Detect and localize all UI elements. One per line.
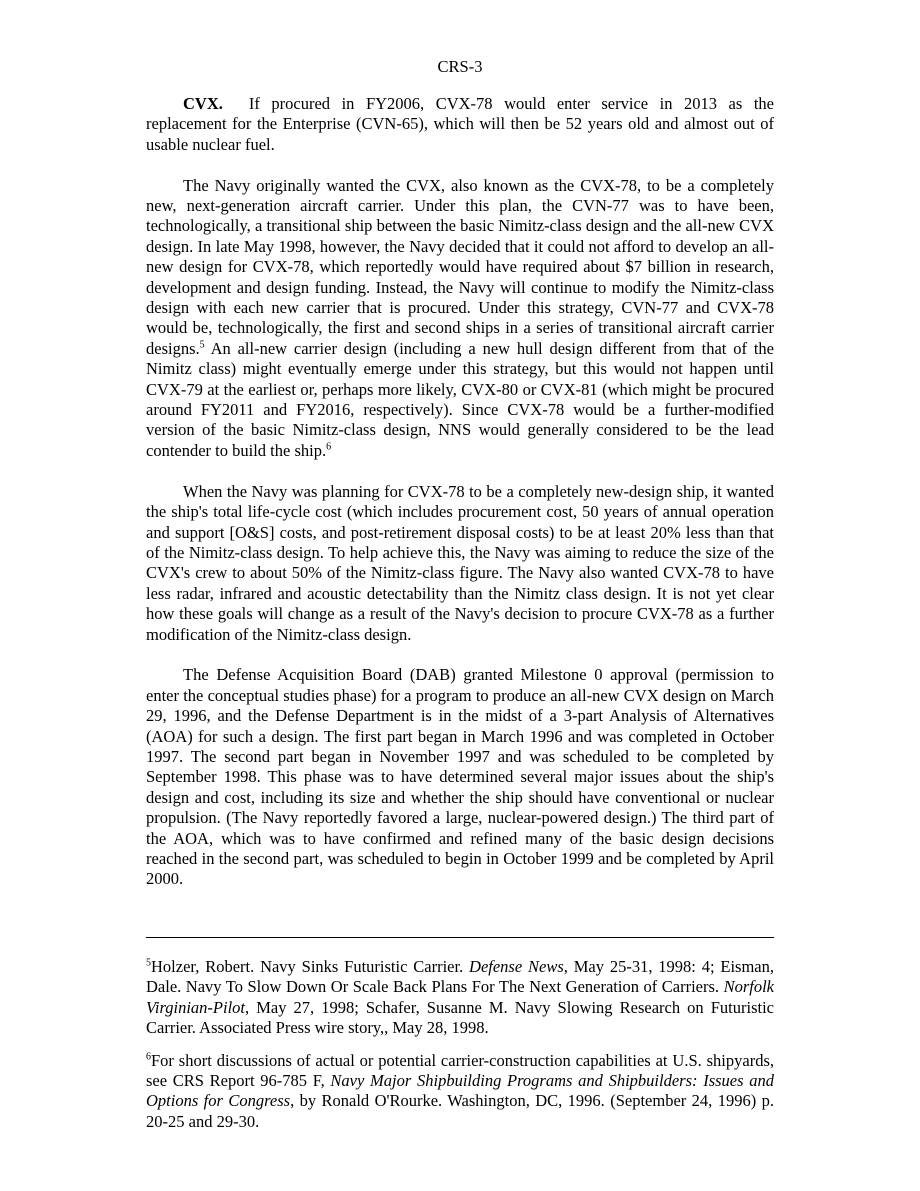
footnote-text: , May 27, 1998; Schafer, Susanne M. Navy Slowing Research on Futuristic Carrier. Associated Press wire story,, May 28, 1998. (146, 997, 774, 1038)
paragraph-life-cycle-cost (146, 482, 774, 645)
paragraph-text: If procured in FY2006, CVX-78 would enter service in 2013 as the replacement for the Enterprise (CVN-65), which will then be 52 years old and almost out of usable nuclear fuel. (146, 94, 774, 154)
footnote-divider (146, 937, 774, 938)
footnote-mark: 5 (146, 957, 151, 969)
footnote-text: , by Ronald O'Rourke. Washington, DC, 1996. (September 24, 1996) p. 20-25 and 29-30. (146, 1091, 774, 1131)
paragraph-text: When the Navy was planning for CVX-78 to be a completely new-design ship, it wanted the ship's total life-cycle cost (which includes procurement cost, 50 years of annual operation and support [O&S] costs, and post-retirement disposal costs) to be at least 20% less than that of the Nimitz-class design. To help achieve this, the Navy was aiming to reduce the size of the CVX's crew to about 50% of the Nimitz-class figure. The Navy also wanted CVX-78 to have less radar, infrared and acoustic detectability than the Nimitz class design. It is not yet clear how these goals will change as a result of the Navy's decision to procure CVX-78 as a further modification of the Nimitz-class design. (146, 481, 774, 644)
footnote-reference-6[interactable]: 6 (326, 441, 332, 453)
footnote-mark: 6 (146, 1051, 151, 1063)
footnote-text: , May 25-31, 1998: 4; Eisman, Dale. Navy To Slow Down Or Scale Back Plans For The Next Generation of Carriers. (146, 957, 774, 997)
paragraph-cvx-intro (146, 94, 774, 155)
footnote-text: For short discussions of actual or potential carrier-construction capabilities at U.S. shipyards, see CRS Report 96-785 F, (146, 1050, 774, 1091)
paragraph-dab-milestone (146, 665, 774, 889)
paragraph-navy-plan (146, 176, 774, 462)
publication-title: Norfolk Virginian-Pilot (146, 977, 774, 1017)
footnote-reference-5[interactable]: 5 (199, 339, 205, 351)
publication-title: Defense News (469, 957, 564, 976)
paragraph-text: An all-new carrier design (including a new hull design different from that of the Nimitz class) might eventually emerge under this strategy, but this would not happen until CVX-79 at the earliest or, perhaps more likely, CVX-80 or CVX-81 (which might be procured around FY2011 and FY2016, respectively). Since CVX-78 would be a further-modified version of the basic Nimitz-class design, NNS would generally considered to be the lead contender to build the ship. (146, 338, 774, 460)
footnote-6 (146, 1051, 774, 1133)
footnote-text: Holzer, Robert. Navy Sinks Futuristic Carrier. (151, 957, 470, 976)
paragraph-text: The Navy originally wanted the CVX, also known as the CVX-78, to be a completely new, next-generation aircraft carrier. Under this plan, the CVN-77 was to have been, technologically, a transitional ship between the basic Nimitz-class design and the all-new CVX design. In late May 1998, however, the Navy decided that it could not afford to develop an all-new design for CVX-78, which reportedly would have required about $7 billion in research, development and design funding. Instead, the Navy will continue to modify the Nimitz-class design with each new carrier that is procured. Under this strategy, CVN-77 and CVX-78 would be, technologically, the first and second ships in a series of transitional aircraft carrier designs. (146, 175, 774, 358)
paragraph-text: The Defense Acquisition Board (DAB) granted Milestone 0 approval (permission to enter the conceptual studies phase) for a program to produce an all-new CVX design on March 29, 1996, and the Defense Department is in the midst of a 3-part Analysis of Alternatives (AOA) for such a design. The first part began in March 1996 and was completed in October 1997. The second part began in November 1997 and was scheduled to be completed by September 1998. This phase was to have determined several major issues about the ship's design and cost, including its size and whether the ship should have conventional or nuclear propulsion. (The Navy reportedly favored a large, nuclear-powered design.) The third part of the AOA, which was to have confirmed and refined many of the basic design decisions reached in the second part, was scheduled to begin in October 1999 and be completed by April 2000. (146, 665, 774, 889)
section-lead-term: CVX. (183, 94, 223, 113)
page-number-header: CRS-3 (437, 57, 483, 76)
report-title: Navy Major Shipbuilding Programs and Shipbuilders: Issues and Options for Congress (146, 1071, 774, 1111)
footnote-5 (146, 957, 774, 1039)
report-body (146, 94, 774, 910)
footnotes-section (146, 957, 774, 1144)
